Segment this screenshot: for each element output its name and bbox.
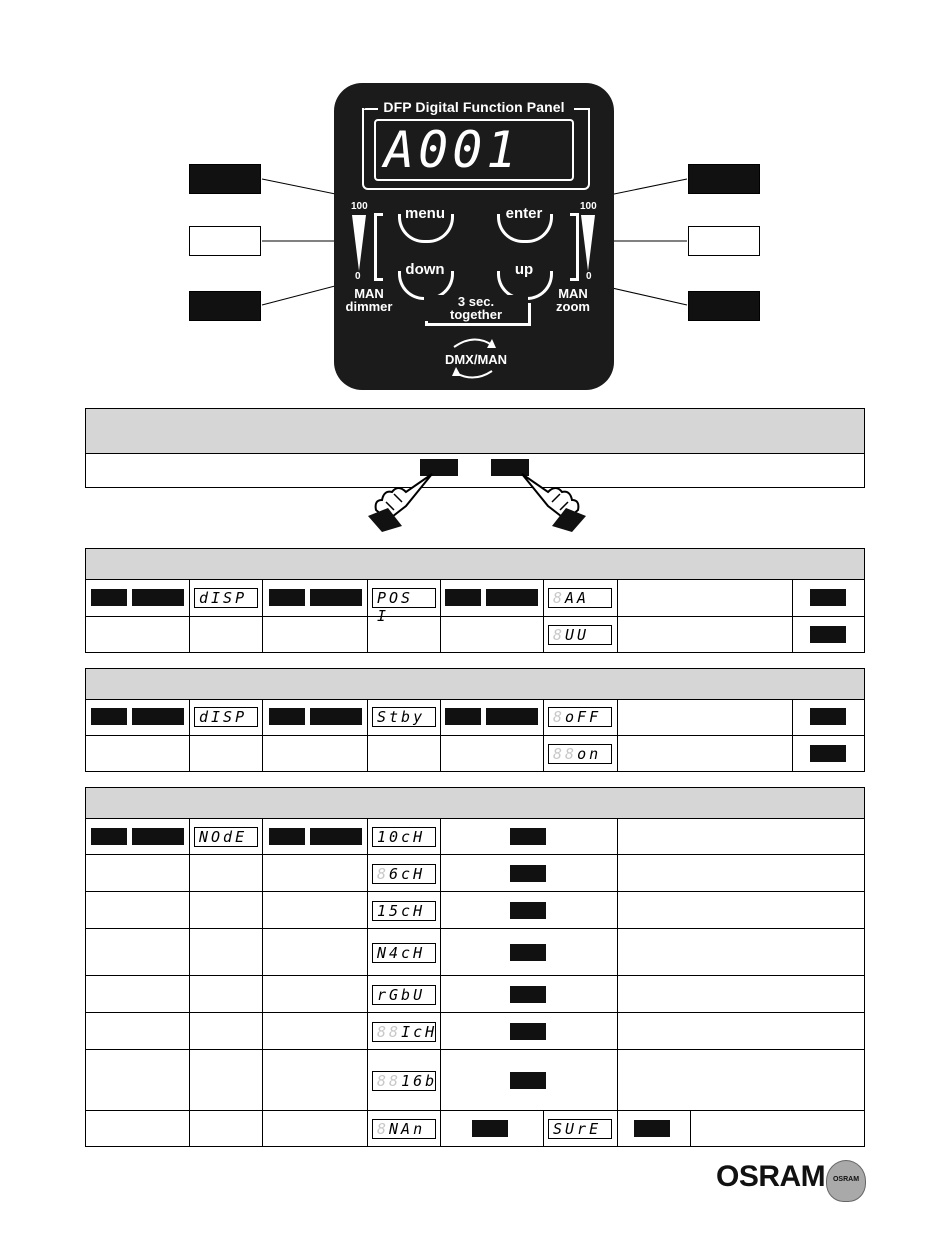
display-option-on xyxy=(548,744,612,764)
cell-divider xyxy=(262,699,263,735)
key-placeholder xyxy=(634,1120,670,1137)
cell-divider xyxy=(543,736,544,771)
enter-button[interactable] xyxy=(497,214,553,243)
cell-divider xyxy=(617,617,618,652)
mode-row xyxy=(85,929,865,976)
key-placeholder xyxy=(91,708,127,725)
callout-enter xyxy=(688,164,760,194)
cell-divider xyxy=(440,818,441,854)
cell-divider xyxy=(262,1013,263,1049)
key-placeholder xyxy=(310,828,362,845)
display-option-off xyxy=(548,707,612,727)
mode-row xyxy=(85,818,865,855)
ghost-digit: 88 xyxy=(377,1072,402,1090)
key-placeholder xyxy=(269,708,305,725)
cell-divider xyxy=(262,1111,263,1146)
cell-divider xyxy=(189,699,190,735)
cell-divider xyxy=(617,1013,618,1049)
cell-divider xyxy=(262,1050,263,1110)
zoom-slider-icon[interactable] xyxy=(581,215,595,271)
cell-divider xyxy=(617,699,618,735)
cell-divider xyxy=(367,580,368,616)
cell-divider xyxy=(440,736,441,771)
cell-divider xyxy=(440,976,441,1012)
key-placeholder xyxy=(810,745,846,762)
cell-divider xyxy=(367,855,368,891)
cell-divider xyxy=(543,1111,544,1146)
display-option-aa xyxy=(548,588,612,608)
man-dimmer-label xyxy=(329,287,409,313)
cell-divider xyxy=(367,699,368,735)
mode-row xyxy=(85,1050,865,1111)
mode-row xyxy=(85,855,865,892)
mode-value: 6cH xyxy=(389,865,426,883)
menu-button-label: menu xyxy=(404,205,445,222)
ghost-digit: 88 xyxy=(377,1023,402,1041)
cell-divider xyxy=(690,1111,691,1146)
cell-divider xyxy=(262,580,263,616)
mode-value: rGbU xyxy=(377,986,426,1004)
callout-down xyxy=(189,291,261,321)
key-placeholder xyxy=(510,944,546,961)
cell-divider xyxy=(792,580,793,616)
together-label-1: 3 sec. xyxy=(457,294,495,309)
key-placeholder xyxy=(810,708,846,725)
section1-row-1 xyxy=(85,580,865,625)
key-placeholder xyxy=(486,589,538,606)
cell-divider xyxy=(262,617,263,652)
section-header-2 xyxy=(85,668,865,700)
cell-divider xyxy=(440,580,441,616)
cell-divider xyxy=(617,855,618,891)
display-stby: Stby xyxy=(372,707,436,727)
section-header-1 xyxy=(85,548,865,580)
man-dimmer-label-1: MAN xyxy=(354,286,384,301)
display-mode-option xyxy=(372,901,436,921)
display-mode-option xyxy=(372,985,436,1005)
section-header-0 xyxy=(85,408,865,454)
cell-divider xyxy=(440,892,441,928)
cell-divider xyxy=(543,617,544,652)
section1-row-2 xyxy=(85,617,865,653)
callout-menu xyxy=(189,164,261,194)
cell-divider xyxy=(189,617,190,652)
key-placeholder xyxy=(269,589,305,606)
man-zoom-label xyxy=(533,287,613,313)
zoom-bracket xyxy=(570,213,579,281)
man-dimmer-label-2: dimmer xyxy=(345,299,393,314)
key-placeholder xyxy=(510,1023,546,1040)
ghost-digit: 8 xyxy=(553,626,566,644)
cell-divider xyxy=(367,617,368,652)
mode-value: 15cH xyxy=(377,902,426,920)
display-mode-option xyxy=(372,827,436,847)
cell-divider xyxy=(367,1050,368,1110)
zoom-max-label: 100 xyxy=(580,201,597,212)
cell-divider xyxy=(189,929,190,975)
mode-row xyxy=(85,1013,865,1050)
osram-logo-text: OSRAM xyxy=(716,1160,826,1193)
cell-divider xyxy=(543,699,544,735)
cell-divider xyxy=(189,1013,190,1049)
display-mode-option xyxy=(372,1119,436,1139)
cell-divider xyxy=(617,818,618,854)
pointing-hand-right-icon xyxy=(512,470,592,532)
cell-divider xyxy=(617,1111,618,1146)
cell-divider xyxy=(262,818,263,854)
man-zoom-label-1: MAN xyxy=(558,286,588,301)
cell-divider xyxy=(440,1111,441,1146)
mode-row xyxy=(85,1111,865,1147)
display-disp: dISP xyxy=(194,707,258,727)
cell-divider xyxy=(189,736,190,771)
key-placeholder xyxy=(810,626,846,643)
display-option-uu xyxy=(548,625,612,645)
ghost-digit: 8 xyxy=(553,589,566,607)
ghost-digit: 8 xyxy=(553,708,566,726)
cell-divider xyxy=(189,580,190,616)
display-mode-option xyxy=(372,943,436,963)
mode-value: NAn xyxy=(389,1120,426,1138)
key-placeholder xyxy=(132,708,184,725)
callout-up xyxy=(688,291,760,321)
panel-title: DFP Digital Function Panel xyxy=(383,99,565,115)
together-label-2: together xyxy=(450,307,502,322)
dimmer-slider-icon[interactable] xyxy=(352,215,366,271)
cell-divider xyxy=(367,1111,368,1146)
cell-divider xyxy=(189,1111,190,1146)
pointing-hand-left-icon xyxy=(362,470,442,532)
cell-divider xyxy=(262,855,263,891)
osram-bulb-icon xyxy=(826,1160,866,1202)
mode-row xyxy=(85,892,865,929)
cell-divider xyxy=(367,976,368,1012)
cell-divider xyxy=(367,892,368,928)
cell-divider xyxy=(367,929,368,975)
ghost-digit: 8 xyxy=(377,865,390,883)
display-mode-option xyxy=(372,864,436,884)
cell-divider xyxy=(189,892,190,928)
callout-dimmer xyxy=(189,226,261,256)
cell-divider xyxy=(189,976,190,1012)
key-placeholder xyxy=(91,589,127,606)
dmx-man-label: DMX/MAN xyxy=(444,352,508,367)
mode-value: 10cH xyxy=(377,828,426,846)
mode-value: 16b xyxy=(401,1072,438,1090)
key-placeholder xyxy=(510,902,546,919)
option-value: UU xyxy=(565,626,590,644)
key-placeholder xyxy=(310,708,362,725)
ghost-digit: 8 xyxy=(377,1120,390,1138)
key-placeholder xyxy=(510,828,546,845)
display-mode: NOdE xyxy=(194,827,258,847)
bulb-logo-text: OSRAM xyxy=(832,1176,860,1183)
mode-value: IcH xyxy=(401,1023,438,1041)
key-placeholder xyxy=(472,1120,508,1137)
option-value: oFF xyxy=(565,708,602,726)
cell-divider xyxy=(792,736,793,771)
cell-divider xyxy=(189,1050,190,1110)
key-placeholder xyxy=(445,708,481,725)
cell-divider xyxy=(440,617,441,652)
cell-divider xyxy=(617,892,618,928)
instruction-row xyxy=(85,453,865,488)
up-button-label: up xyxy=(514,261,534,278)
cell-divider xyxy=(617,1050,618,1110)
key-placeholder xyxy=(310,589,362,606)
cell-divider xyxy=(189,818,190,854)
cell-divider xyxy=(792,617,793,652)
man-zoom-label-2: zoom xyxy=(556,299,590,314)
cell-divider xyxy=(440,929,441,975)
ghost-digit: 88 xyxy=(553,745,578,763)
key-placeholder xyxy=(486,708,538,725)
down-button-label: down xyxy=(405,261,445,278)
cell-divider xyxy=(440,855,441,891)
key-placeholder xyxy=(810,589,846,606)
mode-value: N4cH xyxy=(377,944,426,962)
cell-divider xyxy=(440,1050,441,1110)
section2-row-2 xyxy=(85,736,865,772)
digital-function-panel xyxy=(334,83,614,390)
dimmer-min-label: 0 xyxy=(355,271,361,282)
cell-divider xyxy=(617,976,618,1012)
section-header-3 xyxy=(85,787,865,819)
key-placeholder xyxy=(91,828,127,845)
enter-button-label: enter xyxy=(505,205,543,222)
cell-divider xyxy=(440,1013,441,1049)
cell-divider xyxy=(792,699,793,735)
option-value: AA xyxy=(565,589,590,607)
cell-divider xyxy=(262,976,263,1012)
key-placeholder xyxy=(269,828,305,845)
cell-divider xyxy=(617,736,618,771)
together-label xyxy=(424,295,528,321)
cell-divider xyxy=(617,580,618,616)
cell-divider xyxy=(189,855,190,891)
key-placeholder xyxy=(445,589,481,606)
dimmer-bracket xyxy=(374,213,383,281)
display-mode-option xyxy=(372,1022,436,1042)
cell-divider xyxy=(262,929,263,975)
cell-divider xyxy=(367,818,368,854)
display-mode-option xyxy=(372,1071,436,1091)
key-placeholder xyxy=(132,589,184,606)
cell-divider xyxy=(440,699,441,735)
section2-row-1 xyxy=(85,699,865,736)
lcd-display xyxy=(374,119,574,181)
option-value: on xyxy=(577,745,602,763)
cell-divider xyxy=(367,736,368,771)
display-pos1: POS I xyxy=(372,588,436,608)
key-placeholder xyxy=(510,1072,546,1089)
dimmer-max-label: 100 xyxy=(351,201,368,212)
menu-button[interactable] xyxy=(398,214,454,243)
cell-divider xyxy=(262,736,263,771)
display-sure: SUrE xyxy=(548,1119,612,1139)
cell-divider xyxy=(367,1013,368,1049)
zoom-min-label: 0 xyxy=(586,271,592,282)
lcd-value: A001 xyxy=(384,121,521,179)
key-placeholder xyxy=(510,986,546,1003)
display-disp: dISP xyxy=(194,588,258,608)
cell-divider xyxy=(543,580,544,616)
mode-row xyxy=(85,976,865,1013)
cell-divider xyxy=(617,929,618,975)
key-placeholder xyxy=(510,865,546,882)
callout-zoom xyxy=(688,226,760,256)
cell-divider xyxy=(262,892,263,928)
key-placeholder xyxy=(132,828,184,845)
